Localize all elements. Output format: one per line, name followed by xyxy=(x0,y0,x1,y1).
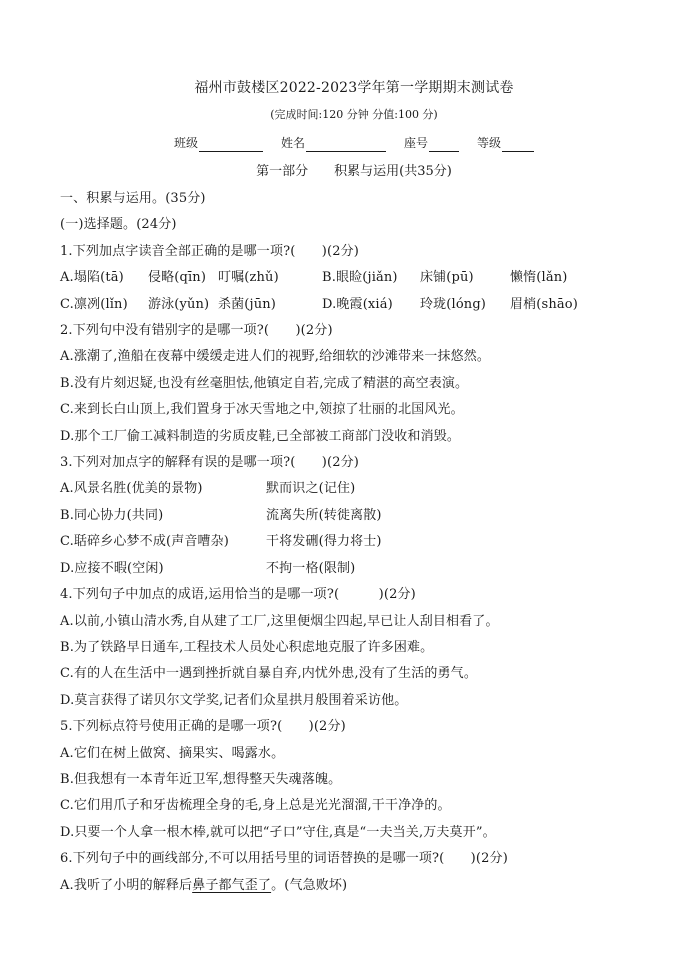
question-5-option-a: A.它们在树上做窝、摘果实、喝露水。 xyxy=(60,745,285,761)
name-blank[interactable] xyxy=(306,138,386,152)
question-1: 1.下列加点字读音全部正确的是哪一项?( )(2分) xyxy=(60,243,359,259)
question-2: 2.下列句中没有错别字的是哪一项?( )(2分) xyxy=(60,323,333,339)
question-3-option-b: B.同心协力(共同) 流离失所(转徙离散) xyxy=(60,507,382,523)
student-info-row xyxy=(60,134,648,152)
question-4-option-d: D.莫言获得了诺贝尔文学奖,记者们众星拱月般围着采访他。 xyxy=(60,692,408,708)
question-6-option-a: A.我听了小明的解释后鼻子都气歪了。(气急败坏) xyxy=(60,877,348,893)
question-3-option-d: D.应接不暇(空闲) 不拘一格(限制) xyxy=(60,560,356,576)
subpart-heading: (一)选择题。(24分) xyxy=(60,217,177,233)
grade-blank[interactable] xyxy=(502,138,534,152)
section-heading: 第一部分 积累与运用(共35分) xyxy=(256,164,452,179)
exam-subtitle: (完成时间:120 分钟 分值:100 分) xyxy=(270,108,438,121)
question-list xyxy=(60,186,648,899)
question-2-option-d: D.那个工厂偷工减料制造的劣质皮鞋,已全部被工商部门没收和消毁。 xyxy=(60,428,461,444)
question-4-option-c: C.有的人在生活中一遇到挫折就自暴自弃,内忧外患,没有了生活的勇气。 xyxy=(60,666,477,682)
seat-field: 座号 xyxy=(404,134,459,152)
question-4-option-b: B.为了铁路早日通车,工程技术人员处心积虑地克服了许多困难。 xyxy=(60,639,434,655)
name-field: 姓名 xyxy=(281,134,386,152)
class-blank[interactable] xyxy=(199,138,263,152)
question-2-option-a: A.涨潮了,渔船在夜幕中缓缓走进人们的视野,给细软的沙滩带来一抹悠然。 xyxy=(60,349,491,365)
part-heading: 一、积累与运用。(35分) xyxy=(60,191,206,206)
question-1-options-ab: A.塌陷(tā) 侵略(qīn) 叮嘱(zhǔ) B.眼睑(jiǎn) 床铺(pū) 懒惰(lǎn) xyxy=(60,270,568,286)
question-4: 4.下列句子中加点的成语,运用恰当的是哪一项?( )(2分) xyxy=(60,587,416,603)
question-3-option-a: A.风景名胜(优美的景物) 默而识之(记住) xyxy=(60,481,356,497)
question-4-option-a: A.以前,小镇山清水秀,自从建了工厂,这里便烟尘四起,早已让人刮目相看了。 xyxy=(60,613,499,629)
question-5-option-b: B.但我想有一本青年近卫军,想得整天失魂落魄。 xyxy=(60,771,342,787)
question-2-option-b: B.没有片刻迟疑,也没有丝毫胆怯,他镇定自若,完成了精湛的高空表演。 xyxy=(60,375,469,391)
underlined-phrase: 鼻子都气歪了 xyxy=(192,877,272,893)
question-3: 3.下列对加点字的解释有误的是哪一项?( )(2分) xyxy=(60,455,359,471)
question-5-option-d: D.只要一个人拿一根木棒,就可以把“孑口”守住,真是“一夫当关,万夫莫开”。 xyxy=(60,824,496,840)
exam-title: 福州市鼓楼区2022-2023学年第一学期期末测试卷 xyxy=(194,80,514,96)
question-5-option-c: C.它们用爪子和牙齿梳理全身的毛,身上总是光光溜溜,干干净净的。 xyxy=(60,798,451,814)
class-field: 班级 xyxy=(174,134,263,152)
question-5: 5.下列标点符号使用正确的是哪一项?( )(2分) xyxy=(60,719,346,735)
seat-blank[interactable] xyxy=(429,138,459,152)
grade-field: 等级 xyxy=(477,134,534,152)
question-3-option-c: C.聒碎乡心梦不成(声音嘈杂) 干将发硎(得力将士) xyxy=(60,534,382,550)
question-6: 6.下列句子中的画线部分,不可以用括号里的词语替换的是哪一项?( )(2分) xyxy=(60,851,508,867)
question-1-options-cd: C.凛冽(lǐn) 游泳(yǔn) 杀菌(jūn) D.晚霞(xiá) 玲珑(lóng) 眉梢(shāo) xyxy=(60,296,578,312)
question-2-option-c: C.来到长白山顶上,我们置身于冰天雪地之中,领掠了壮丽的北国风光。 xyxy=(60,402,464,418)
